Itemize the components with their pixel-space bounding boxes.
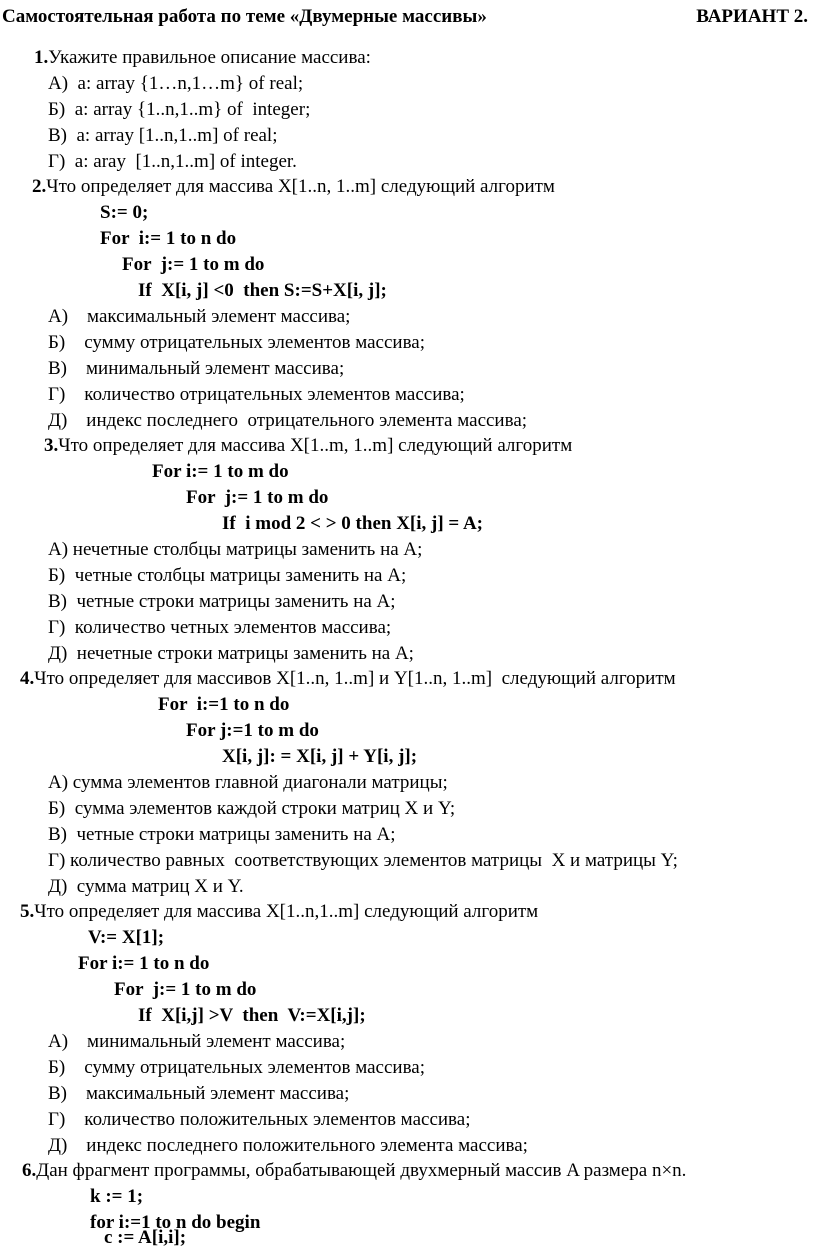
code-line: If i mod 2 < > 0 then X[i, j] = A; xyxy=(222,513,483,534)
worksheet-title: Самостоятельная работа по теме «Двумерные массивы» xyxy=(2,6,487,27)
answer-option: В) a: array [1..n,1..m] of real; xyxy=(48,125,278,146)
answer-option: Б) a: array {1..n,1..m} of integer; xyxy=(48,99,311,120)
question-3 xyxy=(44,433,572,458)
answer-option: Б) сумму отрицательных элементов массива; xyxy=(48,332,426,353)
code-line: For j:= 1 to m do xyxy=(186,487,329,508)
code-line: For i:= 1 to n do xyxy=(100,228,237,249)
answer-option: А) максимальный элемент массива; xyxy=(48,306,351,327)
question-text: Укажите правильное описание массива: xyxy=(48,47,371,68)
question-number: 4. xyxy=(20,668,35,689)
question-number: 1. xyxy=(34,47,49,68)
answer-option: Д) индекс последнего отрицательного элемента массива; xyxy=(48,410,528,431)
answer-option: Б) сумму отрицательных элементов массива; xyxy=(48,1057,426,1078)
question-text: Дан фрагмент программы, обрабатывающей двухмерный массив A размера n×n. xyxy=(36,1160,687,1181)
question-1 xyxy=(34,45,371,70)
code-line: k := 1; xyxy=(90,1186,144,1207)
code-line: For j:= 1 to m do xyxy=(122,254,265,275)
code-line: If X[i, j] <0 then S:=S+X[i, j]; xyxy=(138,280,387,301)
question-5 xyxy=(20,899,538,924)
code-line: For j:=1 to m do xyxy=(186,720,319,741)
code-line: for i:=1 to n do begin xyxy=(90,1212,261,1233)
question-6 xyxy=(22,1158,686,1183)
answer-option: В) четные строки матрицы заменить на А; xyxy=(48,824,396,845)
answer-option: А) минимальный элемент массива; xyxy=(48,1031,346,1052)
answer-option: Г) количество четных элементов массива; xyxy=(48,617,392,638)
code-line: For i:= 1 to n do xyxy=(78,953,210,974)
answer-option: В) четные строки матрицы заменить на А; xyxy=(48,591,396,612)
answer-option: Б) четные столбцы матрицы заменить на А; xyxy=(48,565,407,586)
question-number: 2. xyxy=(32,176,47,197)
answer-option: В) минимальный элемент массива; xyxy=(48,358,345,379)
answer-option: Г) количество отрицательных элементов массива; xyxy=(48,384,465,405)
variant-label: ВАРИАНТ 2. xyxy=(696,6,808,27)
code-line: X[i, j]: = X[i, j] + Y[i, j]; xyxy=(222,746,418,767)
code-line: V:= X[1]; xyxy=(88,927,165,948)
answer-option: А) a: array {1…n,1…m} of real; xyxy=(48,73,304,94)
answer-option: Г) a: aray [1..n,1..m] of integer. xyxy=(48,151,297,172)
answer-option: В) максимальный элемент массива; xyxy=(48,1083,350,1104)
answer-option: Б) сумма элементов каждой строки матриц X и Y; xyxy=(48,798,456,819)
code-line: For i:= 1 to m do xyxy=(152,461,289,482)
code-line: For i:=1 to n do xyxy=(158,694,290,715)
question-text: Что определяет для массива X[1..m, 1..m] следующий алгоритм xyxy=(58,435,573,456)
code-line: If X[i,j] >V then V:=X[i,j]; xyxy=(138,1005,366,1026)
question-number: 5. xyxy=(20,901,35,922)
question-text: Что определяет для массивов X[1..n, 1..m] и Y[1..n, 1..m] следующий алгоритм xyxy=(34,668,676,689)
answer-option: Д) сумма матриц X и Y. xyxy=(48,876,244,897)
code-line: For j:= 1 to m do xyxy=(114,979,257,1000)
question-text: Что определяет для массива X[1..n,1..m] следующий алгоритм xyxy=(34,901,539,922)
answer-option: Д) индекс последнего положительного элемента массива; xyxy=(48,1135,528,1156)
question-text: Что определяет для массива X[1..n, 1..m] следующий алгоритм xyxy=(46,176,555,197)
question-4 xyxy=(20,666,676,691)
answer-option: Г) количество положительных элементов массива; xyxy=(48,1109,471,1130)
answer-option: А) сумма элементов главной диагонали матрицы; xyxy=(48,772,448,793)
code-line: S:= 0; xyxy=(100,202,149,223)
code-line: c := A[i,i]; xyxy=(104,1227,187,1248)
question-number: 6. xyxy=(22,1160,37,1181)
question-number: 3. xyxy=(44,435,59,456)
worksheet-header xyxy=(2,2,808,32)
answer-option: Д) нечетные строки матрицы заменить на А; xyxy=(48,643,414,664)
answer-option: Г) количество равных соответствующих элементов матрицы X и матрицы Y; xyxy=(48,850,678,871)
question-2 xyxy=(32,174,555,199)
answer-option: А) нечетные столбцы матрицы заменить на А; xyxy=(48,539,423,560)
